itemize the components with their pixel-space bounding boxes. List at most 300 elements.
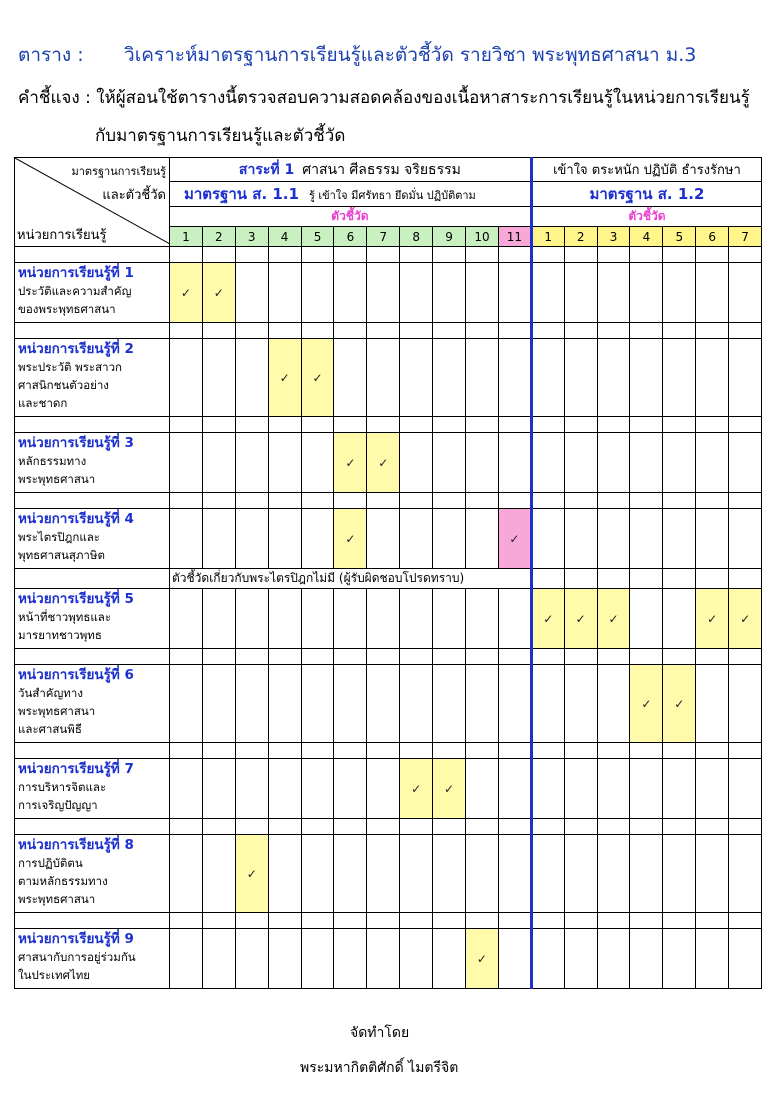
indicator-1-cell-checked [498,509,531,569]
indicator-1-cell [433,509,466,569]
indicator-1-cell-checked [334,433,367,493]
spacer-cell [696,493,729,509]
indicator-2-cell [531,509,564,569]
spacer-cell [367,493,400,509]
spacer-row [15,323,762,339]
check-mark: ✓ [509,531,520,546]
indicator-1-number: 6 [334,227,367,247]
spacer-cell [301,913,334,929]
indicator-2-cell [630,589,663,649]
indicator-1-cell [235,339,268,417]
spacer-cell [729,247,762,263]
indicator-2-cell [729,339,762,417]
spacer-cell [466,493,499,509]
spacer-cell [15,743,170,759]
spacer-cell [498,913,531,929]
indicator-2-cell [729,433,762,493]
indicator-1-cell [170,835,203,913]
spacer-cell [334,323,367,339]
spacer-cell [202,819,235,835]
indicator-1-cell [334,929,367,989]
indicator-2-cell [696,835,729,913]
indicator-1-cell-checked [334,509,367,569]
indicator-2-cell [597,665,630,743]
spacer-cell [15,417,170,433]
spacer-cell [202,649,235,665]
indicator-1-cell [202,835,235,913]
indicator-1-cell [367,339,400,417]
indicator-1-cell [268,759,301,819]
unit-row [15,835,762,913]
spacer-cell [268,247,301,263]
indicator-1-cell [433,929,466,989]
spacer-cell [268,417,301,433]
spacer-cell [400,649,433,665]
indicator-1-cell [268,589,301,649]
indicator-1-number: 5 [301,227,334,247]
unit-description: พระพุทธศาสนา [18,704,96,718]
spacer-cell [202,913,235,929]
spacer-cell [433,649,466,665]
spacer-cell [564,649,597,665]
indicator-1-cell [498,589,531,649]
indicator-1-cell [466,759,499,819]
spacer-cell [729,913,762,929]
spacer-cell [400,323,433,339]
standard-2-label: มาตรฐาน ส. 1.2 [589,185,705,203]
spacer-cell [696,417,729,433]
indicator-1-cell [466,263,499,323]
spacer-cell [400,913,433,929]
spacer-cell [531,649,564,665]
indicator-1-number: 7 [367,227,400,247]
strand-header [170,158,532,182]
strand2-text: เข้าใจ ตระหนัก ปฏิบัติ ธำรงรักษา [553,163,741,178]
spacer-cell [235,819,268,835]
spacer-cell [466,743,499,759]
spacer-cell [597,323,630,339]
spacer-cell [663,569,696,589]
spacer-cell [334,247,367,263]
indicator-1-number: 9 [433,227,466,247]
indicator-1-cell [498,433,531,493]
page-title [18,40,696,70]
spacer-cell [597,569,630,589]
indicator-2-cell [630,509,663,569]
check-mark: ✓ [608,611,619,626]
spacer-cell [729,323,762,339]
indicator-1-cell [268,509,301,569]
spacer-cell [498,743,531,759]
unit-description: หลักธรรมทาง [18,454,87,468]
standards-analysis-table [14,157,762,989]
indicator-2-cell [597,339,630,417]
unit-title: หน่วยการเรียนรู้ที่ 9 [18,931,134,947]
spacer-cell [729,819,762,835]
indicator-1-cell [235,759,268,819]
unit-cell [15,665,170,743]
spacer-cell [531,247,564,263]
indicator-1-cell [202,433,235,493]
spacer-row [15,743,762,759]
spacer-cell [334,743,367,759]
indicator-1-cell [498,665,531,743]
indicator-1-cell [433,589,466,649]
spacer-cell [301,743,334,759]
unit-title: หน่วยการเรียนรู้ที่ 4 [18,511,134,527]
unit-description: ตามหลักธรรมทาง [18,874,108,888]
indicator-2-cell-checked [729,589,762,649]
indicator-1-cell [170,509,203,569]
indicator-1-cell [400,509,433,569]
spacer-cell [564,913,597,929]
indicator-1-cell [466,339,499,417]
spacer-cell [202,247,235,263]
spacer-cell [367,743,400,759]
corner-label-mid: และตัวชี้วัด [102,188,166,203]
spacer-cell [334,649,367,665]
indicator-1-cell [170,339,203,417]
indicator-1-cell [301,509,334,569]
spacer-cell [663,323,696,339]
indicator-2-cell [597,759,630,819]
check-mark: ✓ [476,951,487,966]
indicator-2-cell [531,835,564,913]
indicator-1-cell [433,835,466,913]
indicator-1-cell [466,589,499,649]
spacer-cell [235,417,268,433]
unit-description: การปฏิบัติตน [18,856,83,870]
indicator-label-1 [170,207,532,227]
indicator-2-cell [564,665,597,743]
indicator-1-cell [334,589,367,649]
indicator-2-number: 7 [729,227,762,247]
indicator-1-cell [498,263,531,323]
check-mark: ✓ [411,781,422,796]
spacer-cell [597,913,630,929]
spacer-cell [564,247,597,263]
unit-description: ศาสนากับการอยู่ร่วมกัน [18,950,136,964]
indicator-2-cell [663,263,696,323]
unit-description: ของพระพุทธศาสนา [18,302,116,316]
spacer-cell [466,819,499,835]
indicator-1-cell [301,665,334,743]
spacer-cell [466,247,499,263]
indicator-label-2 [531,207,761,227]
check-mark: ✓ [180,285,191,300]
unit-description: พุทธศาสนสุภาษิต [18,548,105,562]
spacer-cell [301,649,334,665]
indicator-2-cell [729,835,762,913]
indicator-1-cell [202,929,235,989]
indicator-1-cell [367,263,400,323]
indicator-2-cell [564,263,597,323]
spacer-cell [663,913,696,929]
spacer-cell [433,743,466,759]
check-mark: ✓ [575,611,586,626]
spacer-cell [170,913,203,929]
unit-description: หน้าที่ชาวพุทธและ [18,610,112,624]
indicator-1-cell [334,665,367,743]
indicator-2-cell [531,759,564,819]
spacer-cell [268,913,301,929]
spacer-cell [696,819,729,835]
indicator-2-cell [663,759,696,819]
indicator-1-cell [498,339,531,417]
spacer-cell [630,819,663,835]
unit-description: ในประเทศไทย [18,968,91,982]
indicator-1-cell [498,759,531,819]
indicator-2-cell [630,929,663,989]
indicator-1-cell-checked [466,929,499,989]
footer-prepared-by: จัดทำโดย [350,1025,410,1041]
indicator-1-cell [268,665,301,743]
spacer-cell [202,323,235,339]
indicator-1-cell [433,433,466,493]
indicator-1-number: 3 [235,227,268,247]
spacer-cell [663,493,696,509]
unit-row [15,929,762,989]
spacer-cell [729,493,762,509]
spacer-cell [400,417,433,433]
indicator-1-cell [367,665,400,743]
spacer-cell [268,493,301,509]
indicator-1-cell [433,339,466,417]
indicator-2-cell [696,665,729,743]
spacer-cell [696,569,729,589]
indicator-1-cell [301,759,334,819]
indicator-2-cell-checked [663,665,696,743]
spacer-cell [235,743,268,759]
check-mark: ✓ [543,611,554,626]
spacer-cell [367,649,400,665]
indicator-1-cell [170,759,203,819]
indicator-1-cell [268,263,301,323]
standard-1-label: มาตรฐาน ส. 1.1 [184,185,299,203]
indicator-2-cell [531,929,564,989]
spacer-cell [597,743,630,759]
indicator-1-cell [498,929,531,989]
spacer-cell [663,247,696,263]
spacer-cell [301,247,334,263]
check-mark: ✓ [740,611,751,626]
spacer-cell [498,649,531,665]
spacer-cell [630,913,663,929]
indicator-1-cell-checked [170,263,203,323]
unit-description: และชาดก [18,396,68,410]
indicator-2-cell [630,835,663,913]
indicator-2-cell [696,759,729,819]
check-mark: ✓ [444,781,455,796]
strand2-header [531,158,761,182]
indicator-1-number: 1 [170,227,203,247]
indicator-2-number: 1 [531,227,564,247]
instruction-line-2: กับมาตรฐานการเรียนรู้และตัวชี้วัด [95,126,346,146]
indicator-2-cell [729,263,762,323]
spacer-cell [268,649,301,665]
spacer-cell [301,819,334,835]
spacer-cell [268,819,301,835]
footer-author: พระมหากิตติศักดิ์ ไมตรีจิต [300,1060,459,1076]
indicator-1-cell [400,433,433,493]
indicator-1-cell [400,589,433,649]
spacer-cell [15,569,170,589]
indicator-2-cell [531,263,564,323]
spacer-cell [498,323,531,339]
indicator-1-cell [400,665,433,743]
indicator-1-cell [400,263,433,323]
unit-row [15,759,762,819]
indicator-2-cell [564,929,597,989]
indicator-2-cell-checked [696,589,729,649]
indicator-1-cell [202,759,235,819]
indicator-1-cell [466,433,499,493]
title-text: วิเคราะห์มาตรฐานการเรียนรู้และตัวชี้วัด รายวิชา พระพุทธศาสนา ม.3 [124,44,697,66]
spacer-cell [235,649,268,665]
indicator-1-cell [301,929,334,989]
indicator-2-cell [597,929,630,989]
spacer-cell [400,743,433,759]
indicator-1-cell-checked [400,759,433,819]
spacer-cell [466,323,499,339]
spacer-cell [433,493,466,509]
unit-description: พระพุทธศาสนา [18,892,96,906]
indicator-1-cell [235,665,268,743]
spacer-cell [729,417,762,433]
note-row [15,569,762,589]
unit-note: ตัวชี้วัดเกี่ยวกับพระไตรปิฎกไม่มี (ผู้รับผิดชอบโปรดทราบ) [170,569,532,589]
spacer-cell [531,913,564,929]
indicator-1-cell-checked [268,339,301,417]
check-mark: ✓ [246,866,257,881]
check-mark: ✓ [312,370,323,385]
spacer-cell [597,819,630,835]
indicator-1-cell [301,589,334,649]
spacer-cell [696,913,729,929]
spacer-cell [367,819,400,835]
unit-row [15,589,762,649]
spacer-cell [597,493,630,509]
unit-row [15,509,762,569]
indicator-label-1-text: ตัวชี้วัด [331,209,369,223]
indicator-2-cell [663,929,696,989]
indicator-2-number: 5 [663,227,696,247]
spacer-cell [696,649,729,665]
spacer-cell [498,417,531,433]
spacer-cell [597,247,630,263]
spacer-cell [301,323,334,339]
indicator-2-cell [696,339,729,417]
unit-title: หน่วยการเรียนรู้ที่ 8 [18,837,134,853]
indicator-2-cell [729,929,762,989]
spacer-cell [334,493,367,509]
unit-description: พระไตรปิฎกและ [18,530,100,544]
standard-1-desc: รู้ เข้าใจ มีศรัทธา ยึดมั่น ปฏิบัติตาม [308,189,476,202]
check-mark: ✓ [674,696,685,711]
spacer-cell [729,649,762,665]
spacer-cell [531,493,564,509]
spacer-cell [433,247,466,263]
spacer-cell [202,417,235,433]
corner-label-bottom: หน่วยการเรียนรู้ [17,228,107,243]
unit-cell [15,759,170,819]
indicator-2-number: 3 [597,227,630,247]
indicator-2-cell [630,433,663,493]
spacer-cell [268,743,301,759]
spacer-cell [235,493,268,509]
indicator-1-cell [170,665,203,743]
unit-title: หน่วยการเรียนรู้ที่ 2 [18,341,134,357]
spacer-cell [170,417,203,433]
check-mark: ✓ [641,696,652,711]
indicator-1-cell-checked [235,835,268,913]
spacer-cell [235,913,268,929]
standard-2-header [531,182,761,207]
indicator-1-cell [433,665,466,743]
indicator-2-cell [564,759,597,819]
spacer-cell [630,417,663,433]
indicator-2-cell-checked [630,665,663,743]
indicator-2-cell [564,509,597,569]
unit-row [15,433,762,493]
spacer-cell [531,569,564,589]
indicator-2-cell [729,509,762,569]
unit-cell [15,339,170,417]
spacer-cell [466,913,499,929]
spacer-cell [630,247,663,263]
indicator-1-cell [170,433,203,493]
spacer-cell [696,323,729,339]
indicator-2-cell [663,589,696,649]
spacer-cell [400,819,433,835]
unit-row [15,263,762,323]
indicator-2-cell [663,433,696,493]
indicator-2-cell-checked [564,589,597,649]
spacer-cell [433,913,466,929]
indicator-1-cell [235,929,268,989]
indicator-1-cell [268,835,301,913]
spacer-cell [367,247,400,263]
indicator-1-cell [433,263,466,323]
spacer-cell [301,493,334,509]
unit-cell [15,263,170,323]
indicator-1-cell [400,339,433,417]
unit-description: และศาสนพิธี [18,722,82,736]
indicator-2-cell [696,929,729,989]
indicator-2-cell [630,339,663,417]
indicator-2-cell-checked [597,589,630,649]
unit-row [15,339,762,417]
spacer-cell [531,819,564,835]
spacer-cell [729,569,762,589]
indicator-2-cell [630,759,663,819]
spacer-row [15,247,762,263]
unit-cell [15,433,170,493]
spacer-cell [531,743,564,759]
spacer-cell [170,493,203,509]
indicator-1-cell [334,339,367,417]
standard-1-header [170,182,532,207]
indicator-1-cell [466,665,499,743]
indicator-1-number: 10 [466,227,499,247]
corner-label-top: มาตรฐานการเรียนรู้ [71,165,166,178]
indicator-2-cell [564,433,597,493]
spacer-row [15,417,762,433]
spacer-row [15,913,762,929]
indicator-1-cell [170,589,203,649]
indicator-1-cell-checked [301,339,334,417]
spacer-cell [170,649,203,665]
